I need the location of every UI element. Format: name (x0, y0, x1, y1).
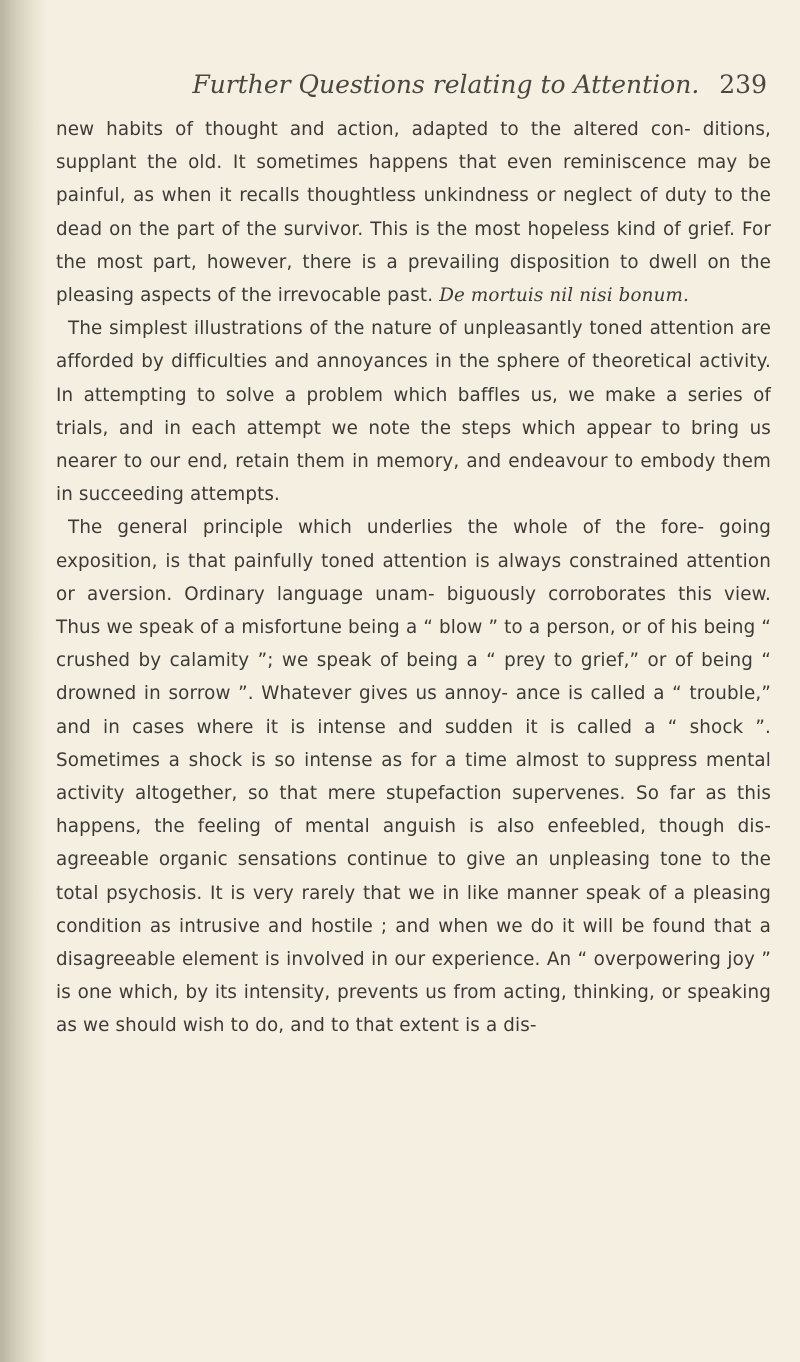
paragraph-1 (56, 113, 771, 312)
paragraph-1-text: new habits of thought and action, adapted to the altered con- ditions, supplant the old. It sometimes happens that even reminiscence may be painful, as when it recalls thoughtless unkindness or neglect of duty to the dead on the part of the survivor. This is the most hopeless kind of grief. For the most part, however, there is a prevailing disposition to dwell on the pleasing aspects of the irrevocable past. (56, 119, 771, 307)
running-head (56, 70, 771, 99)
book-gutter-shadow (0, 0, 48, 1362)
page-number: 239 (719, 70, 767, 99)
running-head-title: Further Questions relating to Attention. (192, 70, 700, 99)
paragraph-3: The general principle which underlies the whole of the fore- going exposition, is that painfully toned attention is always constrained attention or aversion. Ordinary language unam- biguously corroborates this view. Thus we speak of a misfortune being a “ blow ” to a person, or of his being “ crushed by calamity ”; we speak of being a “ prey to grief,” or of being “ drowned in sorrow ”. Whatever gives us annoy- ance is called a “ trouble,” and in cases where it is intense and sudden it is called a “ shock ”. Sometimes a shock is so intense as for a time almost to suppress mental activity altogether, so that mere stupefaction supervenes. So far as this happens, the feeling of mental anguish is also enfeebled, though dis- agreeable organic sensations continue to give an unpleasing tone to the total psychosis. It is very rarely that we in like manner speak of a pleasing condition as intrusive and hostile ; and when we do it will be found that a disagreeable element is involved in our experience. An “ overpowering joy ” is one which, by its intensity, prevents us from acting, thinking, or speaking as we should wish to do, and to that extent is a dis- (56, 517, 771, 1037)
latin-phrase: De mortuis nil nisi bonum. (439, 285, 689, 307)
book-page (56, 70, 771, 1043)
paragraph-2: The simplest illustrations of the nature of unpleasantly toned attention are afforded by difficulties and annoyances in the sphere of theoretical activity. In attempting to solve a problem which baffles us, we make a series of trials, and in each attempt we note the steps which appear to bring us nearer to our end, retain them in memory, and endeavour to embody them in succeeding attempts. (56, 318, 771, 506)
